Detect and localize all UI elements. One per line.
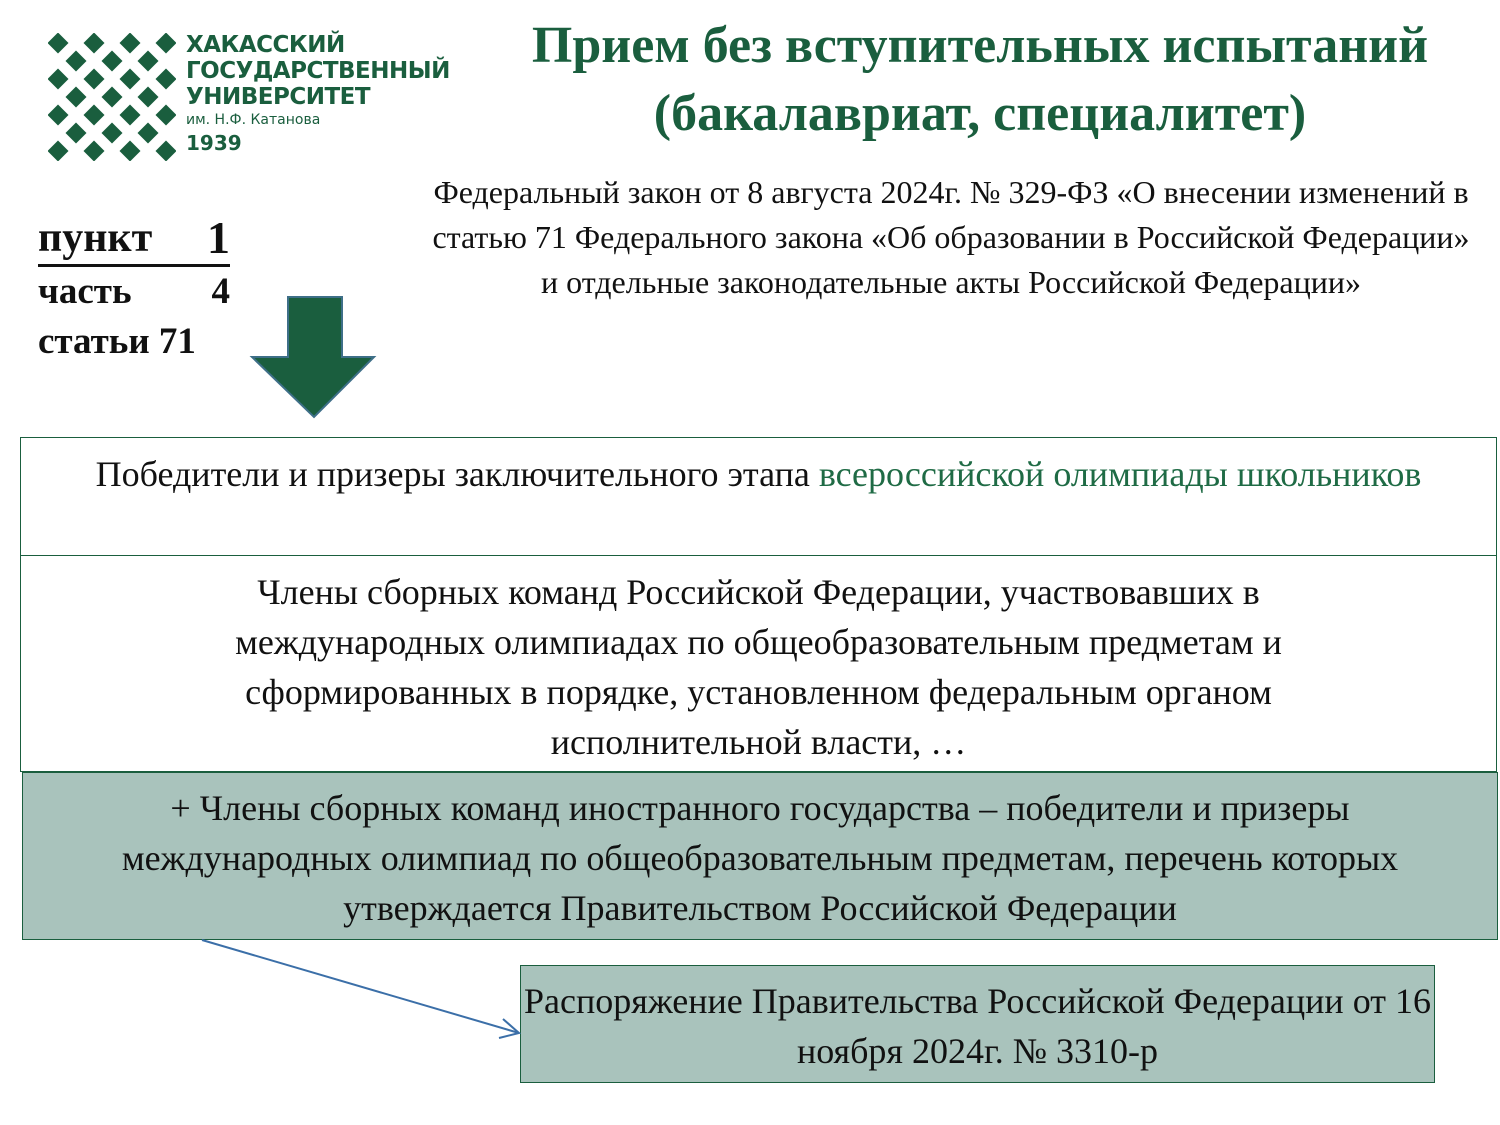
logo-diamond bbox=[156, 33, 177, 54]
reference-article: статьи 71 bbox=[38, 321, 196, 362]
federal-law-text: Федеральный закон от 8 августа 2024г. № 329-ФЗ «О внесении изменений в статью 71 Федерального закона «Об образовании в Российской Федерации» и отдельные законодательные акты Российской Федерации» bbox=[432, 174, 1470, 300]
government-decree-box: Распоряжение Правительства Российской Федерации от 16 ноября 2024г. № 3310-р bbox=[520, 965, 1435, 1083]
university-logo-icon bbox=[48, 33, 176, 161]
logo-diamond bbox=[102, 87, 123, 108]
logo-diamond bbox=[66, 123, 87, 144]
logo-diamond bbox=[156, 69, 177, 90]
logo-line-2: ГОСУДАРСТВЕННЫЙ bbox=[186, 58, 450, 84]
reference-part-number: 4 bbox=[211, 271, 230, 312]
logo-diamond bbox=[48, 69, 69, 90]
university-name bbox=[186, 34, 456, 155]
logo-diamond bbox=[138, 51, 159, 72]
logo-diamond bbox=[120, 105, 141, 126]
national-teams-box: Члены сборных команд Российской Федерации, участвовавших в международных олимпиадах по общеобразовательным предметам и сформированных в порядке, установленном федеральным органом исполнительной власти, … bbox=[20, 555, 1497, 772]
logo-diamond bbox=[120, 141, 141, 162]
logo-diamond bbox=[138, 123, 159, 144]
logo-diamond bbox=[48, 141, 69, 162]
winners-text: Победители и призеры заключительного этапа bbox=[95, 454, 819, 494]
logo-diamond bbox=[120, 69, 141, 90]
down-arrow-icon bbox=[248, 295, 378, 420]
olympiad-winners-box bbox=[20, 437, 1497, 556]
logo-diamond bbox=[48, 105, 69, 126]
logo-diamond bbox=[156, 105, 177, 126]
logo-diamond bbox=[84, 33, 105, 54]
logo-diamond bbox=[102, 123, 123, 144]
logo-diamond bbox=[48, 33, 69, 54]
foreign-teams-box: + Члены сборных команд иностранного государства – победители и призеры международных олимпиад по общеобразовательным предметам, перечень которых утверждается Правительством Российской Федерации bbox=[22, 772, 1498, 940]
legal-reference bbox=[38, 212, 230, 367]
logo-diamond bbox=[66, 87, 87, 108]
olympiad-name: всероссийской олимпиады школьников bbox=[818, 454, 1422, 494]
logo-line-3: УНИВЕРСИТЕТ bbox=[186, 84, 371, 110]
reference-item-label: пункт bbox=[38, 215, 153, 261]
logo-line-1: ХАКАССКИЙ bbox=[186, 32, 345, 58]
logo-diamond bbox=[84, 105, 105, 126]
logo-year: 1939 bbox=[186, 131, 242, 155]
reference-item-number: 1 bbox=[207, 212, 230, 263]
logo-diamond bbox=[138, 87, 159, 108]
logo-diamond bbox=[84, 141, 105, 162]
title-line-1: Прием без вступительных испытаний bbox=[531, 17, 1429, 74]
logo-line-4: им. Н.Ф. Катанова bbox=[186, 112, 321, 128]
logo-diamond bbox=[120, 33, 141, 54]
logo-diamond bbox=[66, 51, 87, 72]
logo-diamond bbox=[156, 141, 177, 162]
page-title bbox=[460, 12, 1500, 148]
logo-diamond bbox=[84, 69, 105, 90]
reference-part-label: часть bbox=[38, 271, 132, 312]
logo-diamond bbox=[102, 51, 123, 72]
reference-item bbox=[38, 212, 230, 267]
title-line-2: (бакалавриат, специалитет) bbox=[653, 85, 1307, 142]
reference-part bbox=[38, 267, 230, 317]
